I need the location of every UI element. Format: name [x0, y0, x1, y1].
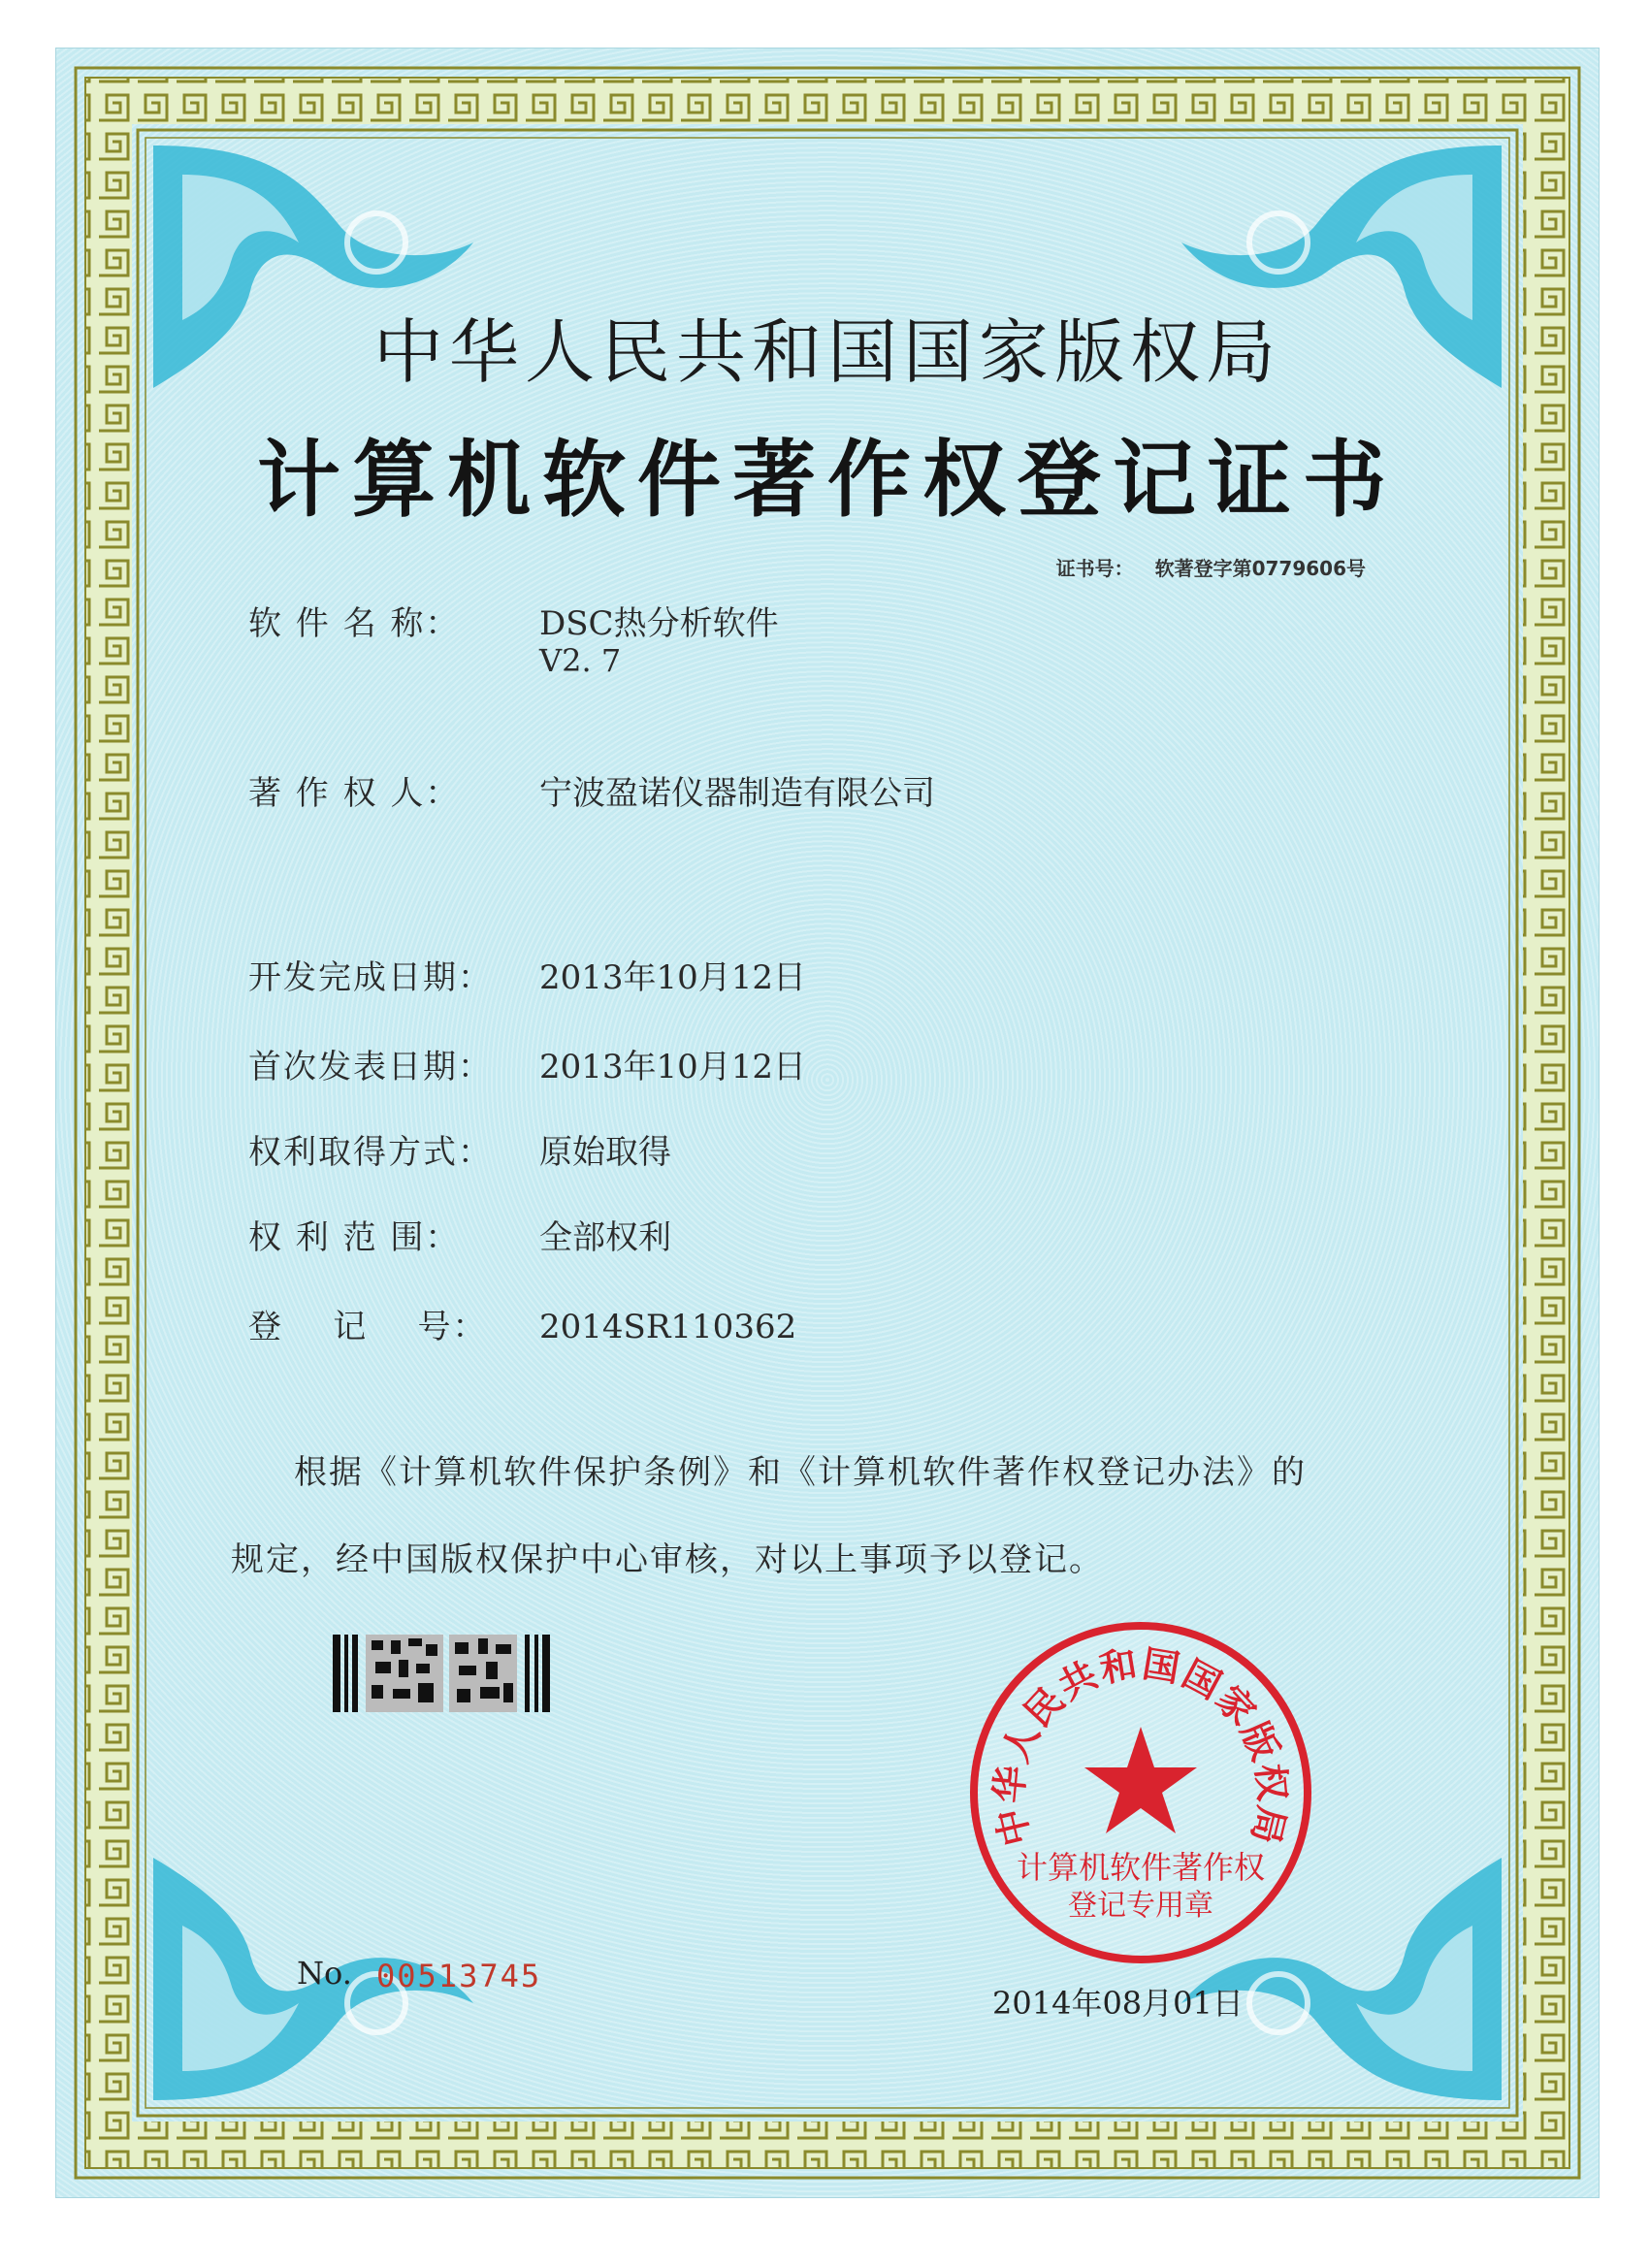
scope-label: 权 利 范 围：: [248, 1218, 461, 1257]
barcode: [333, 1635, 556, 1712]
software-name-value: DSC热分析软件: [539, 604, 779, 643]
certificate-number: [1056, 553, 1366, 581]
statement-line-2: 规定，经中国版权保护中心审核，对以上事项予以登记。: [231, 1540, 1104, 1579]
certificate-sheet: [56, 49, 1599, 2197]
issuing-authority: 中华人民共和国国家版权局: [372, 311, 1281, 393]
dev-date-value: 2013年10月12日: [539, 958, 807, 997]
registration-label: 登 记 号：: [248, 1308, 488, 1346]
software-name-label: 软 件 名 称：: [248, 604, 461, 643]
owner-label: 著 作 权 人：: [248, 774, 461, 813]
issue-date: 2014年08月01日: [992, 1985, 1244, 2022]
official-seal: [966, 1618, 1315, 1967]
pub-date-value: 2013年10月12日: [539, 1048, 807, 1086]
field-acquisition: [248, 1125, 671, 1173]
certificate-title: 计算机软件著作权登记证书: [257, 431, 1398, 529]
certificate-number-value: 软著登字第0779606号: [1154, 557, 1366, 580]
serial-number: 00513745: [376, 1958, 542, 1994]
field-registration-number: [248, 1300, 796, 1347]
seal-inner-line-2: 登记专用章: [1068, 1889, 1213, 1923]
field-software-name: [248, 597, 779, 644]
serial-label: No.: [297, 1955, 352, 1992]
field-scope: [248, 1211, 671, 1258]
statement-line-1: 根据《计算机软件保护条例》和《计算机软件著作权登记办法》的: [294, 1453, 1307, 1492]
acquisition-value: 原始取得: [539, 1133, 671, 1172]
pub-date-label: 首次发表日期：: [248, 1048, 493, 1086]
owner-value: 宁波盈诺仪器制造有限公司: [539, 774, 935, 813]
registration-value: 2014SR110362: [539, 1308, 797, 1346]
field-pub-date: [248, 1040, 806, 1087]
seal-inner-line-1: 计算机软件著作权: [1016, 1849, 1266, 1886]
scope-value: 全部权利: [539, 1218, 671, 1257]
dev-date-label: 开发完成日期：: [248, 958, 493, 997]
certificate-number-label: 证书号：: [1055, 557, 1134, 580]
field-dev-date: [248, 951, 806, 998]
seal-arc-text: 中华人民共和国国家版权局: [986, 1641, 1295, 1850]
field-owner: [248, 766, 935, 814]
acquisition-label: 权利取得方式：: [248, 1133, 493, 1172]
software-version: V2. 7: [539, 642, 622, 679]
